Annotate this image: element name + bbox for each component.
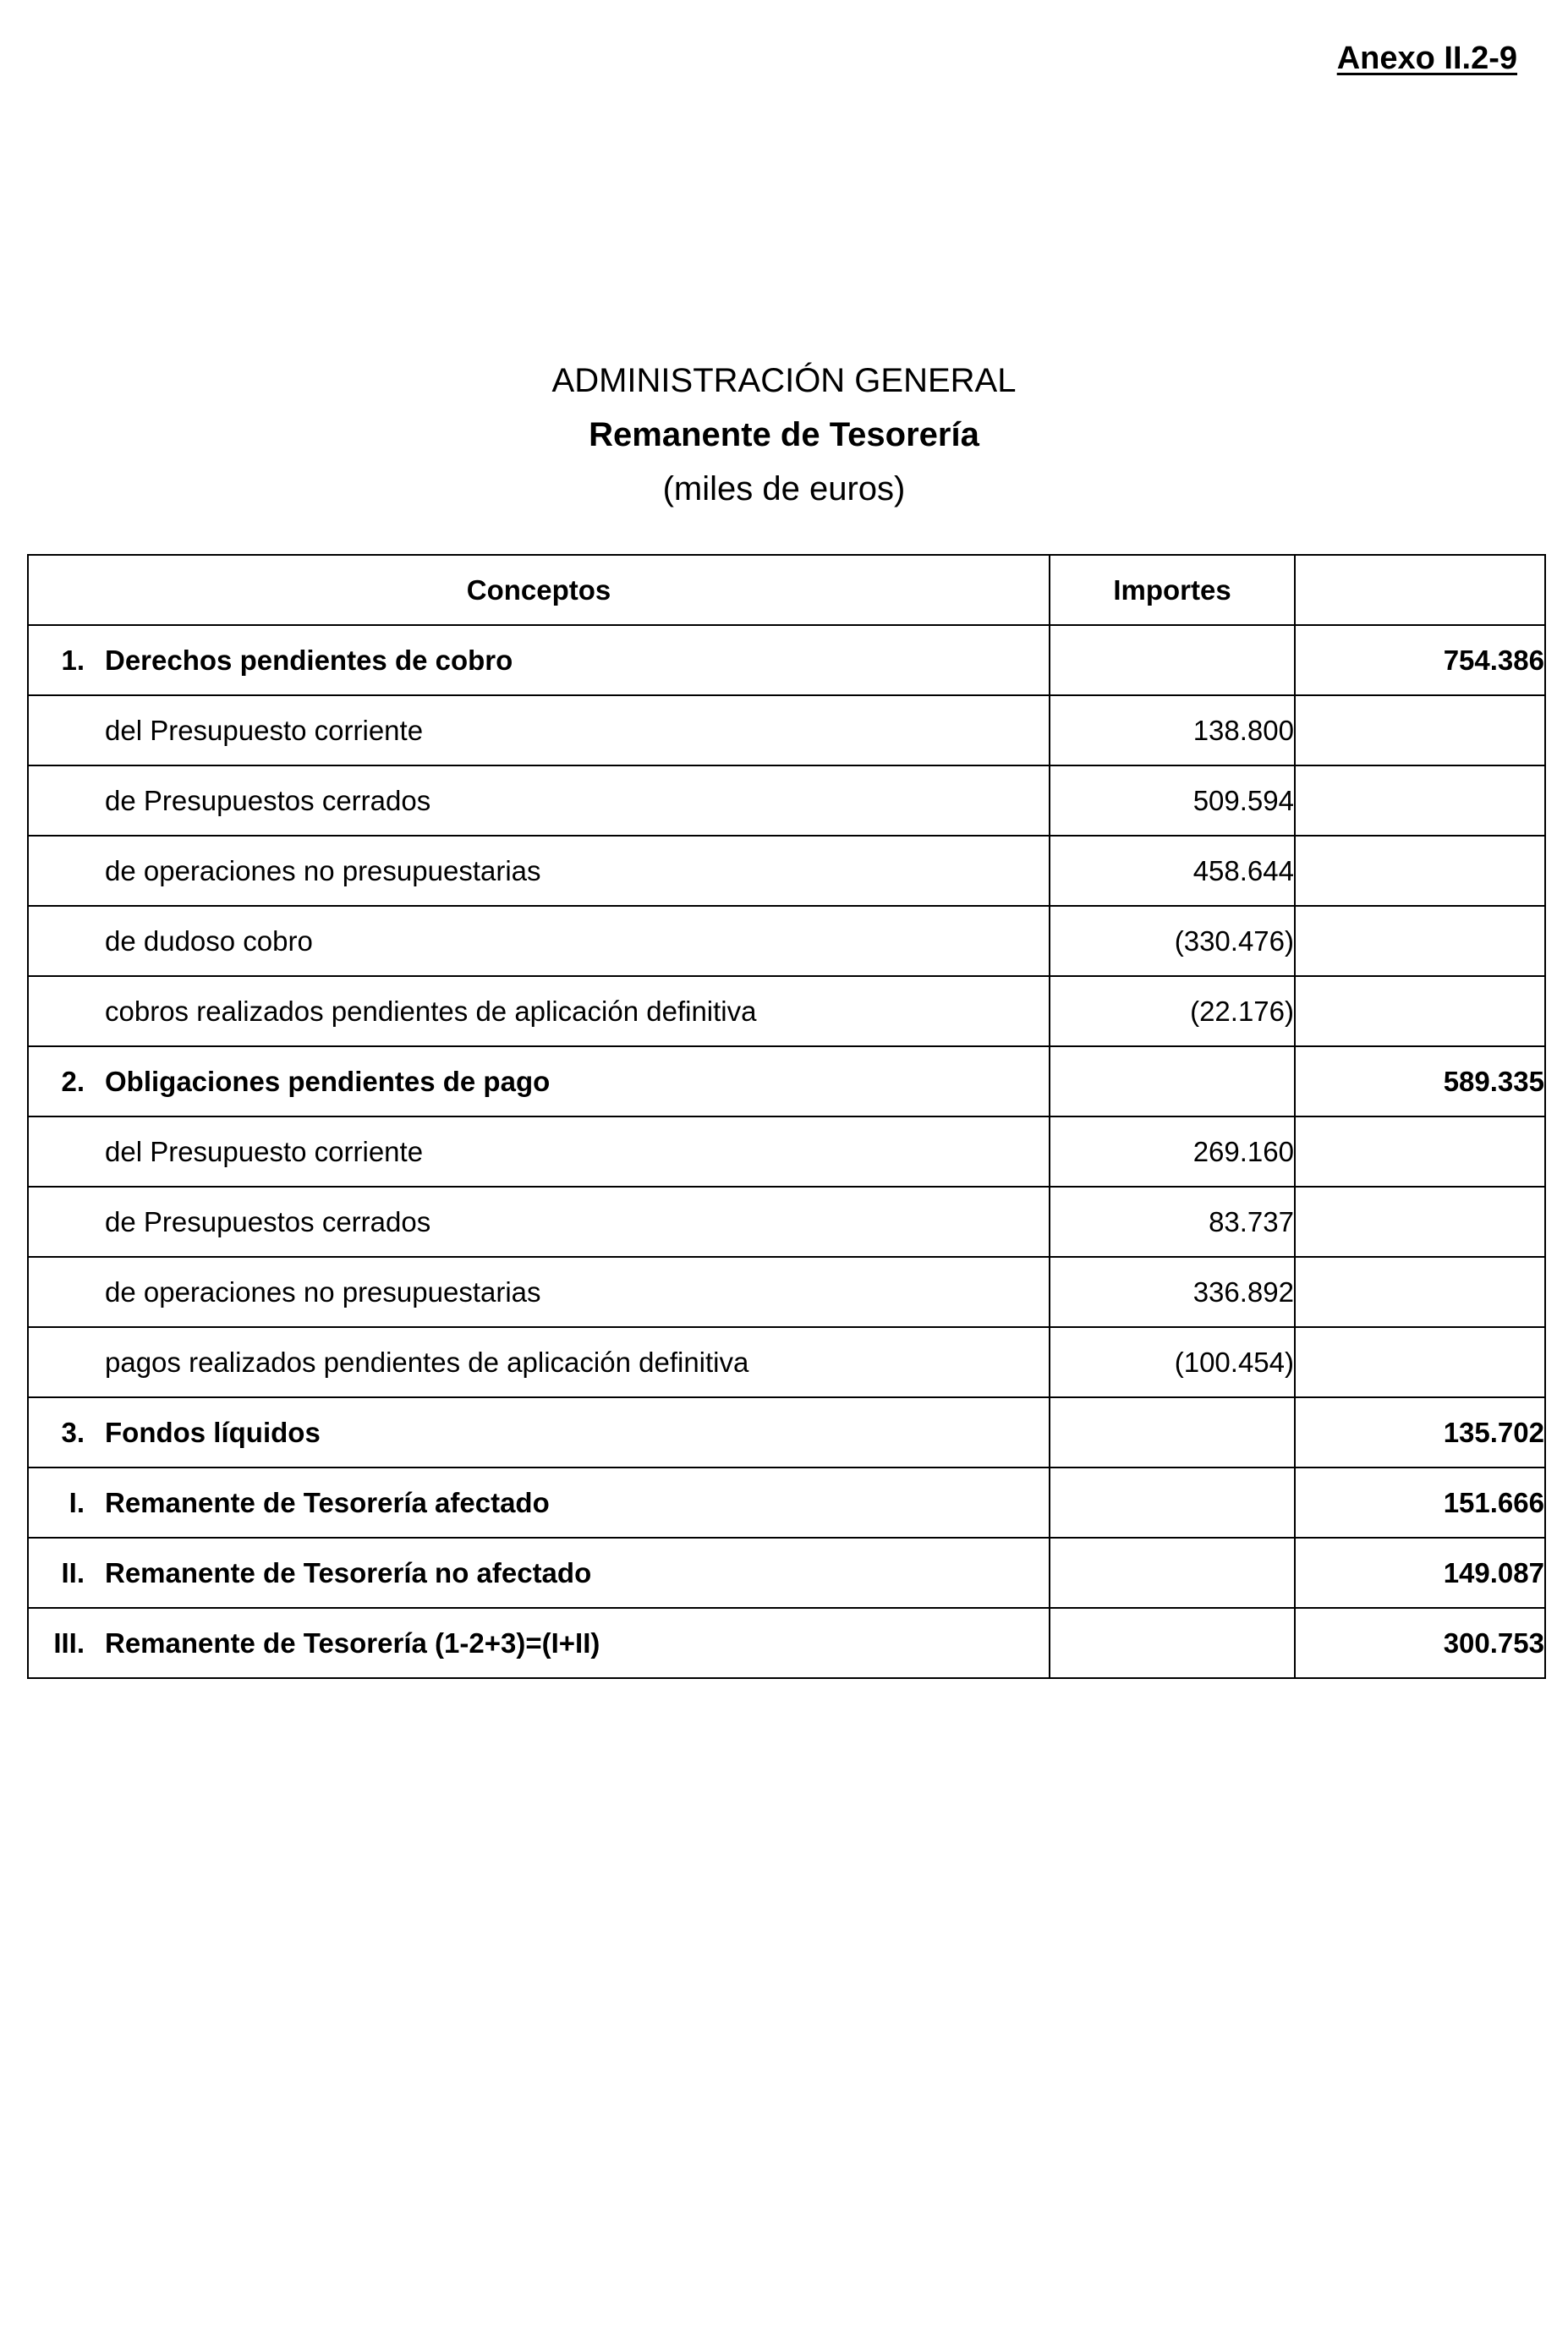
table-row	[28, 906, 1545, 976]
total-cell	[1295, 765, 1545, 836]
total-cell	[1295, 1327, 1545, 1397]
concept-cell	[28, 1468, 1050, 1538]
concept-cell	[28, 1538, 1050, 1608]
row-label: del Presupuesto corriente	[105, 1135, 424, 1167]
row-label: cobros realizados pendientes de aplicación definitiva	[105, 995, 757, 1027]
total-cell	[1295, 695, 1545, 765]
table-row	[28, 976, 1545, 1046]
concept-cell	[28, 1046, 1050, 1116]
table-row	[28, 1187, 1545, 1257]
row-number: 1.	[61, 644, 85, 676]
annex-reference: Anexo II.2-9	[1336, 41, 1517, 76]
concept-cell	[28, 695, 1050, 765]
amount-cell: (22.176)	[1050, 976, 1295, 1046]
row-number: I.	[69, 1486, 85, 1518]
amount-cell: 336.892	[1050, 1257, 1295, 1327]
row-label: de dudoso cobro	[105, 924, 313, 957]
row-label: Remanente de Tesorería (1-2+3)=(I+II)	[105, 1627, 600, 1659]
total-cell	[1295, 1187, 1545, 1257]
row-label: Obligaciones pendientes de pago	[105, 1065, 551, 1097]
amount-cell: 269.160	[1050, 1116, 1295, 1187]
amount-cell: 138.800	[1050, 695, 1295, 765]
row-label: de Presupuestos cerrados	[105, 1205, 431, 1237]
concept-cell	[28, 1257, 1050, 1327]
row-label: de operaciones no presupuestarias	[105, 854, 541, 886]
header-concepts: Conceptos	[28, 555, 1050, 625]
document-title: ADMINISTRACIÓN GENERAL	[551, 362, 1017, 399]
document-subtitle: Remanente de Tesorería	[589, 416, 979, 453]
table-row	[28, 836, 1545, 906]
concept-cell	[28, 976, 1050, 1046]
units-note: (miles de euros)	[662, 470, 906, 507]
concept-cell	[28, 1327, 1050, 1397]
amount-cell	[1050, 1608, 1295, 1678]
amount-cell: (100.454)	[1050, 1327, 1295, 1397]
concept-cell	[28, 906, 1050, 976]
amount-cell	[1050, 625, 1295, 695]
amount-cell: 458.644	[1050, 836, 1295, 906]
amount-cell	[1050, 1538, 1295, 1608]
total-cell	[1295, 1116, 1545, 1187]
table-row	[28, 765, 1545, 836]
concept-cell	[28, 765, 1050, 836]
header-amounts: Importes	[1050, 555, 1295, 625]
table-body	[28, 625, 1545, 1678]
row-label: del Presupuesto corriente	[105, 714, 424, 746]
concept-cell	[28, 1608, 1050, 1678]
table-row	[28, 1116, 1545, 1187]
amount-cell: (330.476)	[1050, 906, 1295, 976]
table-row	[28, 1327, 1545, 1397]
row-number: 2.	[61, 1065, 85, 1097]
concept-cell	[28, 836, 1050, 906]
row-label: Derechos pendientes de cobro	[105, 644, 513, 676]
total-cell	[1295, 976, 1545, 1046]
table-row	[28, 1608, 1545, 1678]
table-row	[28, 1538, 1545, 1608]
concept-cell	[28, 1187, 1050, 1257]
amount-cell	[1050, 1468, 1295, 1538]
table-row	[28, 1257, 1545, 1327]
amount-cell	[1050, 1397, 1295, 1468]
total-cell: 589.335	[1295, 1046, 1545, 1116]
row-label: Remanente de Tesorería no afectado	[105, 1556, 592, 1588]
table-row	[28, 1468, 1545, 1538]
row-label: de Presupuestos cerrados	[105, 784, 431, 816]
table-row	[28, 1046, 1545, 1116]
total-cell: 300.753	[1295, 1608, 1545, 1678]
concept-cell	[28, 1397, 1050, 1468]
table-header-row	[28, 555, 1545, 625]
total-cell	[1295, 836, 1545, 906]
amount-cell	[1050, 1046, 1295, 1116]
table-row	[28, 695, 1545, 765]
total-cell	[1295, 906, 1545, 976]
amount-cell: 509.594	[1050, 765, 1295, 836]
row-label: Fondos líquidos	[105, 1416, 321, 1448]
total-cell: 135.702	[1295, 1397, 1545, 1468]
row-label: Remanente de Tesorería afectado	[105, 1486, 550, 1518]
treasury-remainder-table	[27, 554, 1546, 1679]
row-label: pagos realizados pendientes de aplicación definitiva	[105, 1346, 749, 1378]
total-cell: 754.386	[1295, 625, 1545, 695]
total-cell	[1295, 1257, 1545, 1327]
total-cell: 149.087	[1295, 1538, 1545, 1608]
header-totals	[1295, 555, 1545, 625]
table-row	[28, 625, 1545, 695]
title-block	[0, 354, 1568, 516]
amount-cell: 83.737	[1050, 1187, 1295, 1257]
concept-cell	[28, 625, 1050, 695]
row-number: III.	[53, 1627, 85, 1659]
row-label: de operaciones no presupuestarias	[105, 1275, 541, 1308]
row-number: II.	[61, 1556, 85, 1588]
row-number: 3.	[61, 1416, 85, 1448]
total-cell: 151.666	[1295, 1468, 1545, 1538]
concept-cell	[28, 1116, 1050, 1187]
table-row	[28, 1397, 1545, 1468]
